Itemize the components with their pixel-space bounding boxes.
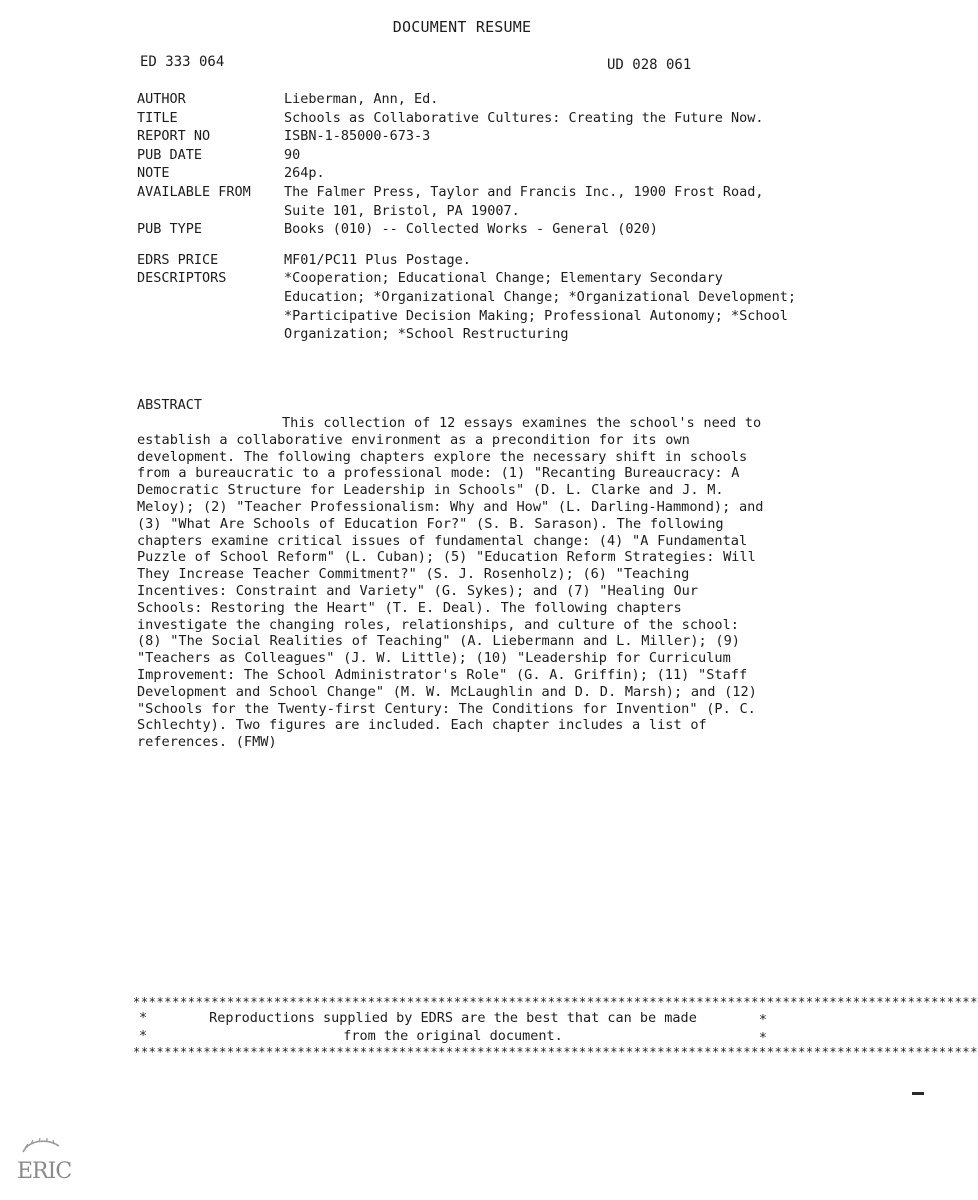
field-edrs-price	[137, 251, 797, 270]
field-label: NOTE	[137, 165, 170, 182]
field-label: EDRS PRICE	[137, 251, 219, 268]
star-border-right: *	[758, 1030, 767, 1046]
star-border-top: ************************************************************************************************************	[133, 995, 978, 1009]
field-note	[137, 164, 797, 183]
notice-line-1	[133, 1009, 773, 1027]
field-value: Books (010) -- Collected Works - General (020)	[284, 221, 658, 238]
scan-edge-mark	[912, 1092, 924, 1095]
field-label: AVAILABLE FROM	[137, 183, 251, 200]
field-label: PUB DATE	[137, 146, 203, 163]
notice-line-2	[133, 1027, 773, 1045]
star-border-left: *	[139, 1028, 148, 1044]
field-value: MF01/PC11 Plus Postage.	[284, 251, 471, 268]
reproduction-notice	[133, 995, 978, 1059]
eric-logo	[15, 1138, 72, 1186]
field-label: AUTHOR	[137, 91, 186, 107]
star-border-left: *	[139, 1010, 148, 1026]
field-value: 264p.	[284, 165, 325, 182]
ud-number: UD 028 061	[607, 57, 692, 73]
abstract-label: ABSTRACT	[137, 397, 203, 413]
star-border-right: *	[758, 1012, 767, 1028]
field-report-no	[137, 127, 797, 146]
abstract-text: This collection of 12 essays examines the school's need to establish a collaborative environment as a precondition for its own development. The following chapters explore the necessary shift in schools from a bureaucratic to a professional mode: (1) "Recanting Bureaucracy: A Democratic Structure for Leadership in Schools" (D. L. Clarke and J. M. Meloy); (2) "Teacher Professionalism: Why and How" (L. Darling-Hammond); and (3) "What Are Schools of Education For?" (S. B. Sarason). The following chapters examine critical issues of fundamental change: (4) "A Fundamental Puzzle of School Reform" (L. Cuban); (5) "Education Reform Strategies: Will They Increase Teacher Commitment?" (S. J. Rosenholz); (6) "Teaching Incentives: Constraint and Variety" (G. Sykes); and (7) "Healing Our Schools: Restoring the Heart" (T. E. Deal). The following chapters investigate the changing roles, relationships, and culture of the school: (8) "The Social Realities of Teaching" (A. Liebermann and L. Miller); (9) "Teachers as Colleagues" (J. W. Little); (10) "Leadership for Curriculum Improvement: The School Administrator's Role" (G. A. Griffin); (11) "Staff Development and School Change" (M. W. McLaughlin and D. D. Marsh); and (12) "Schools for the Twenty-first Century: The Conditions for Invention" (P. C. Schlechty). Two figures are included. Each chapter includes a list of references. (FMW)	[137, 415, 764, 751]
field-pub-type	[137, 220, 797, 239]
eric-logo-rays	[25, 1138, 54, 1148]
metadata-fields	[137, 90, 797, 344]
field-value: Lieberman, Ann, Ed.	[284, 91, 439, 107]
field-value: The Falmer Press, Taylor and Francis Inc., 1900 Frost Road, Suite 101, Bristol, PA 19007.	[284, 183, 764, 219]
field-value: 90	[284, 146, 301, 163]
field-value: *Cooperation; Educational Change; Elementary Secondary Education; *Organizational Change; *Organizational Development; *Participative Decision Making; Professional Autonomy; *School Organization; *School Restructuring	[284, 270, 797, 343]
field-title	[137, 109, 797, 128]
field-label: REPORT NO	[137, 128, 211, 145]
field-label: TITLE	[137, 109, 178, 126]
field-value: ISBN-1-85000-673-3	[284, 128, 431, 145]
ed-number: ED 333 064	[140, 54, 225, 70]
field-label: DESCRIPTORS	[137, 270, 227, 287]
field-descriptors	[137, 269, 797, 343]
notice-text-2: from the original document.	[343, 1028, 563, 1044]
field-available-from	[137, 183, 797, 220]
field-value: Schools as Collaborative Cultures: Creating the Future Now.	[284, 109, 764, 126]
field-pub-date	[137, 146, 797, 165]
field-author	[137, 90, 797, 109]
field-label: PUB TYPE	[137, 221, 203, 238]
document-heading: DOCUMENT RESUME	[392, 18, 532, 36]
eric-logo-text: ERIC	[17, 1159, 72, 1184]
notice-text-1: Reproductions supplied by EDRS are the best that can be made	[209, 1010, 697, 1026]
star-border-bottom: ************************************************************************************************************	[133, 1045, 978, 1059]
